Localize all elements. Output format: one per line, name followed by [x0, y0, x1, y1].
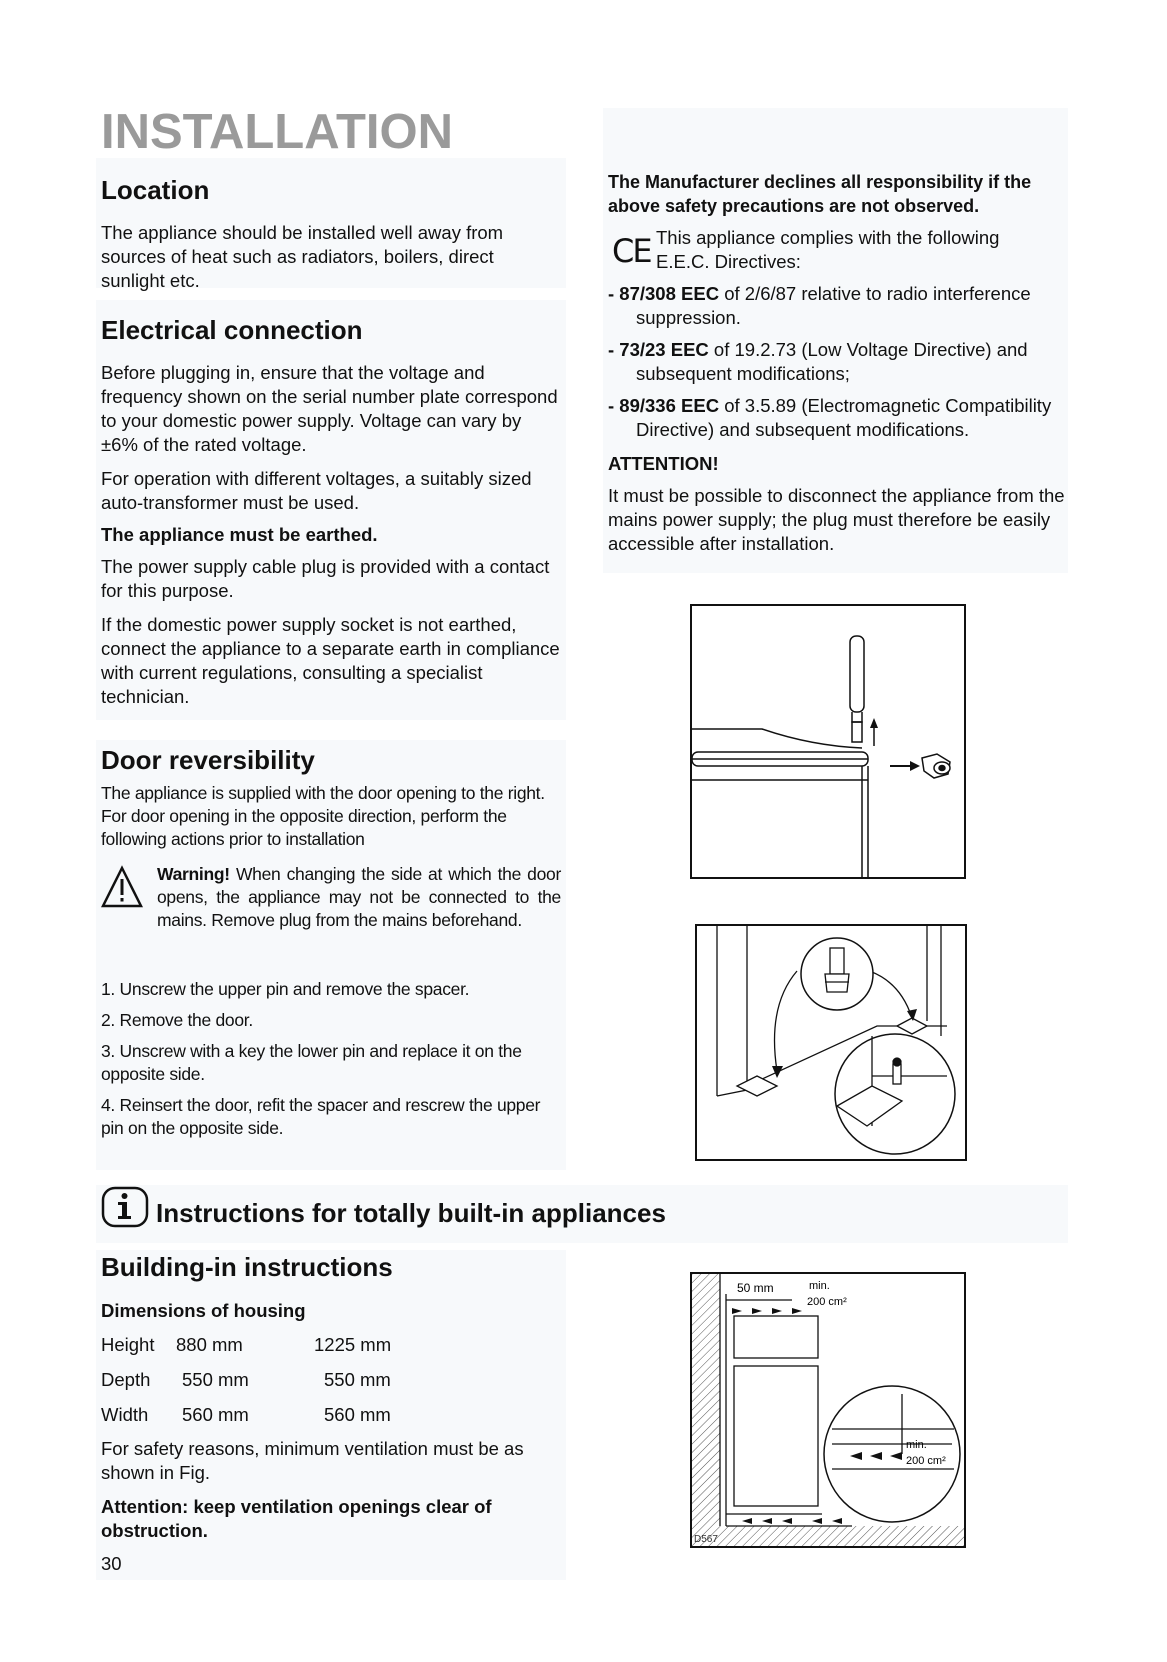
earthed-note: The appliance must be earthed.: [101, 524, 378, 545]
upper-pin-illustration: [692, 606, 964, 877]
dims-table: [101, 1333, 561, 1427]
ce-mark-icon: CE: [612, 232, 651, 270]
attention-label: ATTENTION!: [608, 453, 719, 474]
warning-label: Warning!: [157, 864, 230, 884]
electrical-p3: The power supply cable plug is provided with a contact for this purpose.: [101, 556, 550, 601]
builtin-heading: Instructions for totally built-in appliances: [156, 1198, 666, 1228]
dims-row: [101, 1403, 561, 1427]
attention-text: It must be possible to disconnect the appliance from the mains power supply; the plug must therefore be easily accessible after installation.: [608, 485, 1065, 554]
electrical-p1: Before plugging in, ensure that the voltage and frequency shown on the serial number plate correspond to your domestic power supply. Voltage can vary by ±6% of the rated voltage.: [101, 362, 558, 455]
warning-body: When changing the side at which the door opens, the appliance may not be connected to the mains. Remove plug from the mains beforehand.: [157, 864, 561, 930]
dims-row-label: Width: [101, 1404, 149, 1425]
page-number: 30: [101, 1553, 122, 1574]
electrical-section: [101, 315, 561, 709]
lower-pin-illustration: [697, 926, 965, 1159]
page-title: INSTALLATION: [101, 105, 454, 159]
warning-block: [101, 863, 561, 968]
dims-row: [101, 1368, 561, 1392]
directive-1: [608, 282, 1068, 330]
electrical-p4: If the domestic power supply socket is not earthed, connect the appliance to a separate earth in compliance with current regulations, consulting a specialist technician.: [101, 614, 560, 707]
building-in-heading: Building-in instructions: [101, 1252, 393, 1282]
min-label-top: min.: [809, 1280, 830, 1292]
warning-text: [157, 863, 561, 932]
complies-text: This appliance complies with the following E.E.C. Directives:: [656, 227, 1000, 272]
dims-row-value-a: 880 mm: [176, 1334, 243, 1355]
location-heading: Location: [101, 175, 210, 205]
electrical-p2: For operation with different voltages, a suitably sized auto-transformer must be used.: [101, 468, 532, 513]
location-section: [101, 175, 561, 293]
figure-ventilation: [690, 1272, 966, 1548]
dims-row-label: Depth: [101, 1369, 151, 1390]
door-step-2: 2. Remove the door.: [101, 1010, 253, 1030]
directive-1-text: of 2/6/87 relative to radio interference suppression.: [636, 283, 1031, 328]
door-heading: Door reversibility: [101, 745, 315, 775]
dims-label: Dimensions of housing: [101, 1300, 306, 1321]
safety-text: For safety reasons, minimum ventilation must be as shown in Fig.: [101, 1438, 524, 1483]
figure-ref: D567: [694, 1534, 718, 1545]
directive-2-text: of 19.2.73 (Low Voltage Directive) and subsequent modifications;: [636, 339, 1028, 384]
door-intro: The appliance is supplied with the door opening to the right. For door opening in the opposite direction, perform the following actions prior to installation: [101, 783, 545, 849]
directive-2: [608, 338, 1068, 386]
dims-row: [101, 1333, 561, 1357]
dims-row-label: Height: [101, 1334, 155, 1355]
ce-block: [608, 226, 1068, 276]
area-label-top: 200 cm²: [807, 1296, 847, 1308]
ventilation-illustration: [692, 1274, 964, 1546]
min-label-bottom: min.: [906, 1439, 927, 1451]
dims-row-value-a: 560 mm: [182, 1404, 249, 1425]
warning-triangle-icon: [101, 865, 143, 909]
door-step-3: 3. Unscrew with a key the lower pin and replace it on the opposite side.: [101, 1041, 522, 1084]
door-step-4: 4. Reinsert the door, refit the spacer and rescrew the upper pin on the opposite side.: [101, 1095, 541, 1138]
area-label-bottom: 200 cm²: [906, 1455, 946, 1467]
figure-lower-pin: [695, 924, 967, 1161]
compliance-section: [608, 170, 1068, 556]
ventilation-attention: Attention: keep ventilation openings clear of obstruction.: [101, 1496, 492, 1541]
door-section: [101, 745, 561, 1140]
dims-row-value-b: 550 mm: [324, 1369, 391, 1390]
dims-row-value-a: 550 mm: [182, 1369, 249, 1390]
location-text: The appliance should be installed well away from sources of heat such as radiators, boilers, direct sunlight etc.: [101, 222, 504, 291]
electrical-heading: Electrical connection: [101, 315, 363, 345]
dims-row-value-b: 560 mm: [324, 1404, 391, 1425]
directive-3-text: of 3.5.89 (Electromagnetic Compatibility Directive) and subsequent modifications.: [636, 395, 1052, 440]
figure-upper-pin: [690, 604, 966, 879]
door-step-1: 1. Unscrew the upper pin and remove the spacer.: [101, 979, 470, 999]
dim-50mm-label: 50 mm: [737, 1281, 774, 1295]
directive-2-code: - 73/23 EEC: [608, 339, 709, 360]
directive-3: [608, 394, 1068, 442]
directive-1-code: - 87/308 EEC: [608, 283, 720, 304]
directive-3-code: - 89/336 EEC: [608, 395, 720, 416]
dims-row-value-b: 1225 mm: [314, 1334, 392, 1355]
manufacturer-note: The Manufacturer declines all responsibility if the above safety precautions are not observed.: [608, 172, 1032, 216]
info-icon: [101, 1186, 149, 1228]
building-in-section: [101, 1252, 561, 1543]
